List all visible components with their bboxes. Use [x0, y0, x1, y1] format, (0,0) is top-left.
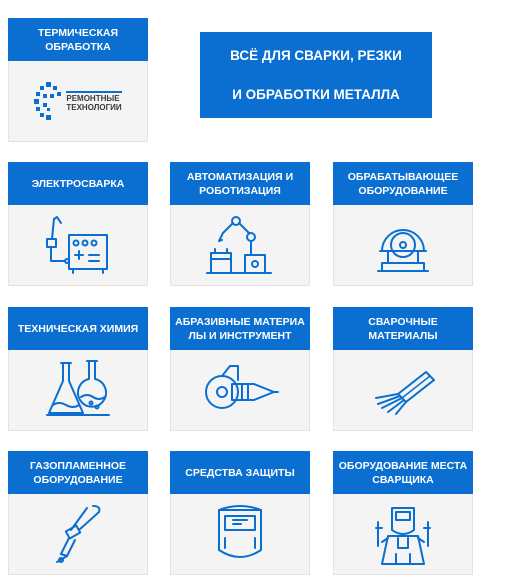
- welder-icon: [334, 494, 472, 574]
- face-shield-icon: [171, 494, 309, 574]
- logo-line-1: РЕМОНТНЫЕ: [66, 93, 120, 103]
- gas-torch-icon: [9, 494, 147, 574]
- category-tile-gas-flame[interactable]: [8, 451, 148, 575]
- category-tile-technical-chemistry[interactable]: [8, 307, 148, 431]
- angle-grinder-icon: [171, 350, 309, 430]
- category-label: ОБРАБАТЫВАЮЩЕЕ ОБОРУДОВАНИЕ: [333, 162, 473, 205]
- category-label: ЭЛЕКТРОСВАРКА: [8, 162, 148, 205]
- cutting-saw-icon: [334, 205, 472, 285]
- welding-machine-icon: [9, 205, 147, 285]
- category-tile-automation[interactable]: [170, 162, 310, 286]
- category-label: ТЕХНИЧЕСКАЯ ХИМИЯ: [8, 307, 148, 350]
- promo-banner[interactable]: [200, 32, 432, 118]
- banner-line-1: ВСЁ ДЛЯ СВАРКИ, РЕЗКИ: [230, 48, 402, 63]
- category-tile-heat-treatment[interactable]: [8, 18, 148, 142]
- category-label: СВАРОЧНЫЕ МАТЕРИАЛЫ: [333, 307, 473, 350]
- electrodes-icon: [334, 350, 472, 430]
- category-tile-welding-materials[interactable]: [333, 307, 473, 431]
- category-label: ГАЗОПЛАМЕННОЕ ОБОРУДОВАНИЕ: [8, 451, 148, 494]
- category-label: СРЕДСТВА ЗАЩИТЫ: [170, 451, 310, 494]
- category-tile-abrasives[interactable]: [170, 307, 310, 431]
- category-tile-processing-equipment[interactable]: [333, 162, 473, 286]
- robot-arm-icon: [171, 205, 309, 285]
- category-label: АВТОМАТИЗАЦИЯ И РОБОТИЗАЦИЯ: [170, 162, 310, 205]
- category-tile-electrowelding[interactable]: [8, 162, 148, 286]
- category-tile-welder-workplace[interactable]: [333, 451, 473, 575]
- banner-line-2: И ОБРАБОТКИ МЕТАЛЛА: [232, 87, 400, 102]
- flasks-icon: [9, 350, 147, 430]
- category-label: ОБОРУДОВАНИЕ МЕСТА СВАРЩИКА: [333, 451, 473, 494]
- logo-icon: [9, 61, 147, 141]
- category-tile-protective-equipment[interactable]: [170, 451, 310, 575]
- category-label: АБРАЗИВНЫЕ МАТЕРИА ЛЫ И ИНСТРУМЕНТ: [170, 307, 310, 350]
- category-label: ТЕРМИЧЕСКАЯ ОБРАБОТКА: [8, 18, 148, 61]
- logo-line-2: ТЕХНОЛОГИИ: [66, 102, 122, 112]
